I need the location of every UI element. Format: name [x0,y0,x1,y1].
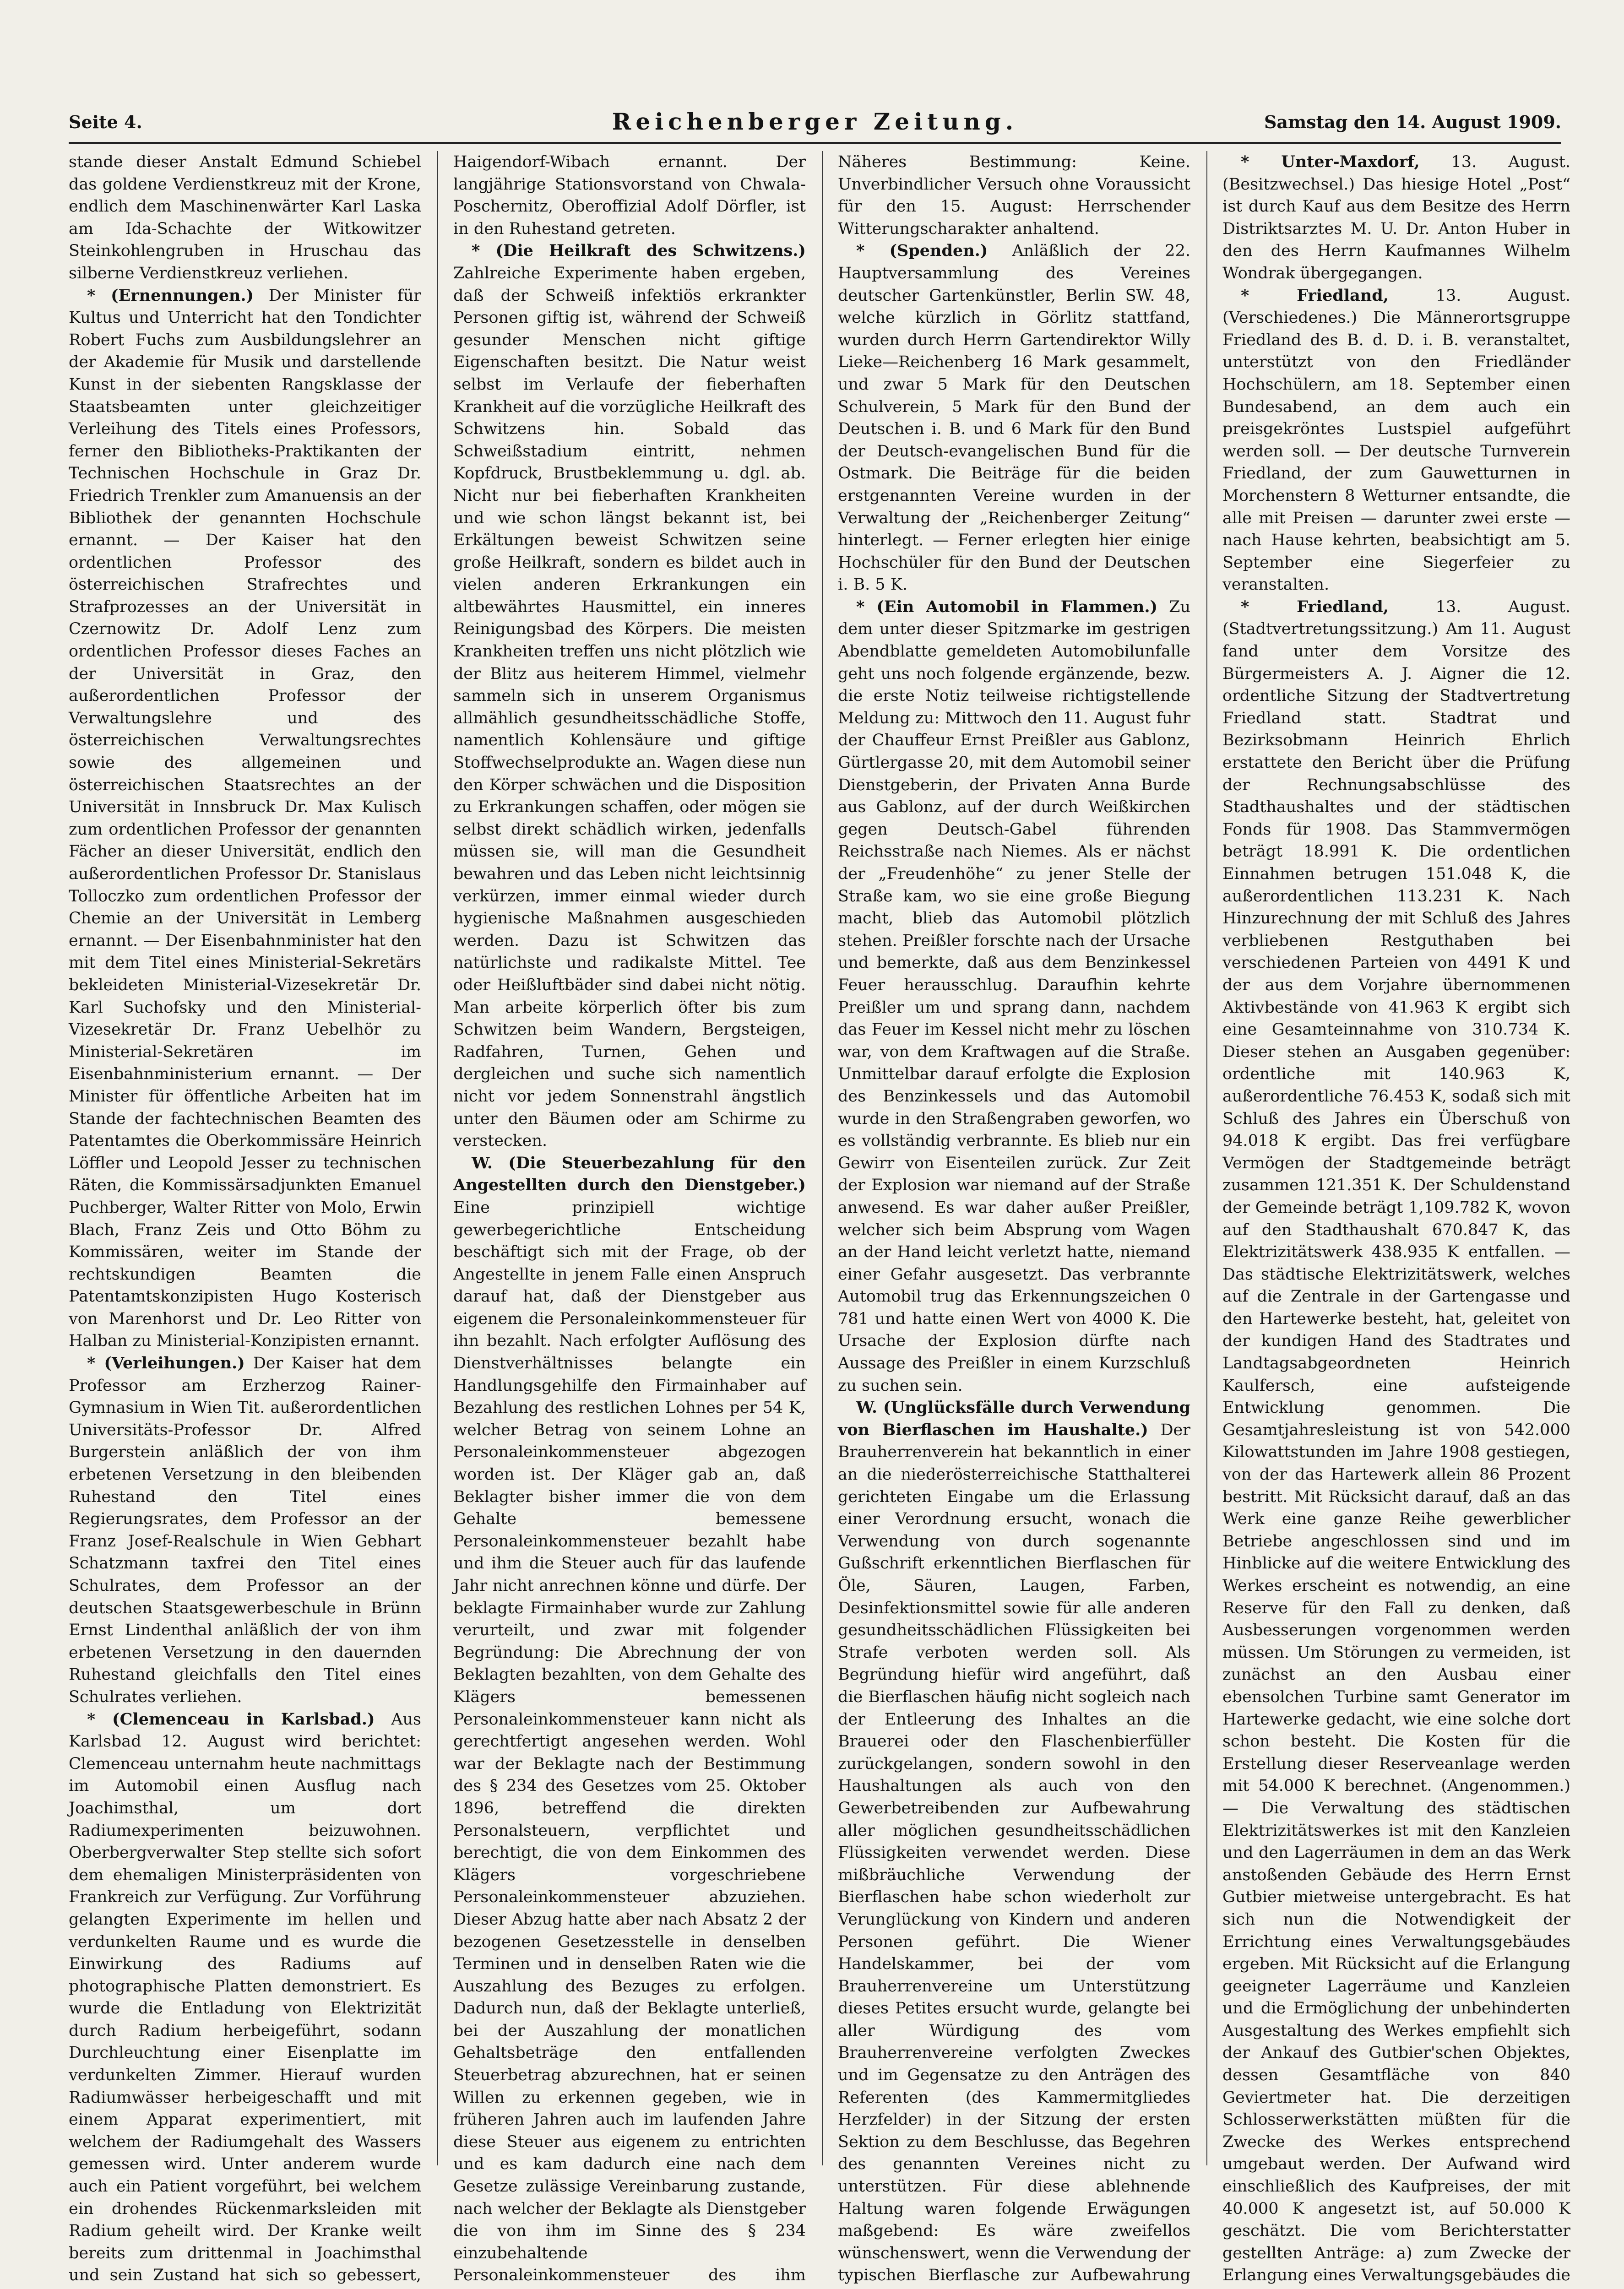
article-text: Der Kaiser hat dem Professor am Erzherzog Rainer-Gymnasium in Wien Tit. außerordentlichen Universitäts-Professor Dr. Alfred Burgerstein anläßlich der von ihm erbetenen Versetzung in den bleibenden Ruhestand den Titel eines Regierungsrates, dem Professor an der Franz Josef-Realschule in Wien Gebhart Schatzmann taxfrei den Titel eines Schulrates, dem Professor an der deutschen Staatsgewerbeschule in Brünn Ernst Lindenthal anläßlich der von ihm erbetenen Versetzung in den dauernden Ruhestand gleichfalls den Titel eines Schulrates verliehen. [69,1354,421,1706]
column-2 [453,151,806,2285]
article-heading: * Friedland, [1241,597,1389,616]
article-heading: * (Die Heilkraft des Schwitzens.) [472,241,806,260]
article-text: 13. August. (Besitzwechsel.) Das hiesige Hotel „Post“ ist durch Kauf aus dem Besitze des Herrn Distriktsarztes M. U. Dr. Anton Huber in den des Herrn Kaufmannes Wilhelm Wondrak übergegangen. [1222,153,1570,282]
column-divider [437,151,438,2165]
column-3 [838,151,1190,2285]
article-paragraph [1222,151,1570,285]
article-text: Zahlreiche Experimente haben ergeben, daß der Schweiß infektiös erkrankter Personen giftig ist, während der Schweiß gesunder Menschen nicht giftige Eigenschaften besitzt. Die Natur weist selbst im Verlaufe der fieberhaften Krankheit auf die vorzügliche Heilkraft des Schwitzens hin. Sobald das Schweißstadium eintritt, nehmen Kopfdruck, Brustbeklemmung u. dgl. ab. Nicht nur bei fieberhaften Krankheiten und wie schon längst bekannt ist, bei Erkältungen beweist Schwitzen seine große Heilkraft, sondern es bildet auch in vielen anderen Erkrankungen ein altbewährtes Hausmittel, ein inneres Reinigungsbad des Körpers. Die meisten Krankheiten treffen uns nicht plötzlich wie der Blitz aus heiterem Himmel, vielmehr sammeln sich in unserem Organismus allmählich gesundheitsschädliche Stoffe, namentlich Kohlensäure und giftige Stoffwechselprodukte an. Wagen diese nun den Körper schwächen und die Disposition zu Erkrankungen schaffen, oder mögen sie selbst direkt schädlich wirken, jedenfalls müssen sie, will man die Gesundheit bewahren und das Leben nicht leichtsinnig verkürzen, immer einmal wieder durch hygienische Maßnahmen ausgeschieden werden. Dazu ist Schwitzen das natürlichste und radikalste Mittel. Tee oder Heißluftbäder sind dabei nicht nötig. Man arbeite körperlich öfter bis zum Schwitzen beim Wandern, Bergsteigen, Radfahren, Turnen, Gehen und dergleichen und suche sich namentlich nicht vor jedem Sonnenstrahl ängstlich unter den Bäumen oder am Schirme zu verstecken. [453,264,806,1150]
article-heading: * (Ernennungen.) [87,286,254,305]
article-paragraph [838,596,1190,1397]
article-text: Anläßlich der 22. Hauptversammlung des Vereines deutscher Gartenkünstler, Berlin SW. 48, welche kürzlich in Görlitz stattfand, wurden durch Herrn Gartendirektor Willy Lieke—Reichenberg 16 Mark gesammelt, und zwar 5 Mark für den Deutschen Schulverein, 5 Mark für den Bund der Deutschen i. B. und 6 Mark für den Bund der Deutsch-evangelischen Bund für die Ostmark. Die Beiträge für die beiden erstgenannten Vereine wurden in der Verwaltung der „Reichenberger Zeitung“ hinterlegt. — Ferner erlegten hier einige Hochschüler für den Bund der Deutschen i. B. 5 K. [838,242,1190,594]
article-heading: * (Spenden.) [856,241,988,260]
article-paragraph [69,1709,421,2289]
article-paragraph [838,1397,1190,2289]
column-divider [822,151,823,2165]
article-text: stande dieser Anstalt Edmund Schiebel das goldene Verdienstkreuz mit der Krone, endlich dem Maschinenwärter Karl Laska am Ida-Schachte der Witkowitzer Steinkohlengruben in Hruschau das silberne Verdienstkreuz verliehen. [69,153,421,282]
article-heading: * (Verleihungen.) [87,1354,245,1373]
article-paragraph [1222,596,1570,2289]
article-heading: W. (Die Steuerbezahlung für den Angestellten durch den Dienstgeber.) [453,1153,806,1195]
article-paragraph [838,240,1190,596]
article-paragraph [453,1152,806,2289]
column-divider [1206,151,1207,2165]
article-paragraph [69,285,421,1353]
article-heading: * Unter-Maxdorf, [1241,152,1420,171]
page-number: Seite 4. [69,112,142,132]
article-heading: * (Ein Automobil in Flammen.) [856,597,1158,616]
article-text: Eine prinzipiell wichtige gewerbegerichtliche Entscheidung beschäftigt sich mit der Frage, ob der Angestellte in jenem Falle einen Anspruch darauf hat, daß der Dienstgeber aus eigenem die Personaleinkommensteuer für ihn bezahlt. Nach erfolgter Auflösung des Dienstverhältnisses belangte ein Handlungsgehilfe den Firmainhaber auf Bezahlung des restlichen Lohnes per 54 K, welcher Betrag von seinem Lohne an Personaleinkommensteuer abgezogen worden ist. Der Kläger gab an, daß Beklagter bisher immer die von dem Gehalte bemessene Personaleinkommensteuer bezahlt habe und ihm die Steuer auch für das laufende Jahr nicht anrechnen könne und dürfe. Der beklagte Firmainhaber wurde zur Zahlung verurteilt, und zwar mit folgender Begründung: Die Abrechnung der von Beklagten bezahlten, von dem Gehalte des Klägers bemessenen Personaleinkommensteuer kann nicht als gerechtfertigt angesehen werden. Wohl war der Beklagte nach der Bestimmung des § 234 des Gesetzes vom 25. Oktober 1896, betreffend die direkten Personalsteuern, verpflichtet und berechtigt, die von dem Einkommen des Klägers vorgeschriebene Personaleinkommensteuer abzuziehen. Dieser Abzug hatte aber nach Absatz 2 der bezogenen Gesetzesstelle in denselben Terminen und in denselben Raten wie die Auszahlung des Bezuges zu erfolgen. Dadurch nun, daß der Beklagte unterließ, bei der Auszahlung der monatlichen Gehaltsbeträge den entfallenden Steuerbetrag abzurechnen, hat er seinen Willen zu erkennen gegeben, wie in früheren Jahren auch im laufenden Jahre diese Steuer aus eigenem zu entrichten und es kam dadurch eine nach dem Gesetze zulässige Vereinbarung zustande, nach welcher der Beklagte als Dienstgeber die von ihm im Sinne des § 234 einzubehaltende Personaleinkommensteuer des ihm [453,1198,806,2285]
article-text: 13. August. (Verschiedenes.) Die Männerortsgruppe Friedland des B. d. D. i. B. veranstaltet, unterstützt von den Friedländer Hochschülern, am 18. September einen Bundesabend, an dem auch ein preisgekröntes Lustspiel aufgeführt werden soll. — Der deutsche Turnverein Friedland, der zum Gauwetturnen in Morchenstern 8 Wetturner entsandte, die alle mit Preisen — darunter zwei erste — nach Hause kehrten, beabsichtigt am 5. September eine Siegerfeier zu veranstalten. [1222,286,1570,594]
article-paragraph [838,151,1190,240]
article-text: 13. August. (Stadtvertretungssitzung.) Am 11. August fand unter dem Vorsitze des Bürgermeisters A. J. Aigner die 12. ordentliche Sitzung der Stadtvertretung Friedland statt. Stadtrat und Bezirksobmann Heinrich Ehrlich erstattete den Bericht über die Prüfung der Rechnungsabschlüsse des Stadthaushaltes und der städtischen Fonds für 1908. Das Stammvermögen beträgt 18.991 K. Die ordentlichen Einnahmen betrugen 151.048 K, die außerordentlichen 113.231 K. Nach Hinzurechnung der mit Schluß des Jahres verbliebenen Restguthaben bei verschiedenen Parteien von 4491 K und der aus dem Vorjahre übernommenen Aktivbestände von 41.963 K ergibt sich eine Gesamteinnahme von 310.734 K. Dieser stehen an Ausgaben gegenüber: ordentliche mit 140.963 K, außerordentliche 76.453 K, sodaß sich mit Schluß des Jahres ein Überschuß von 94.018 K ergibt. Das frei verfügbare Vermögen der Stadtgemeinde beträgt zusammen 121.351 K. Der Schuldenstand der Gemeinde beträgt 1,109.782 K, wovon auf den Stadthaushalt 670.847 K, das Elektrizitätswerk 438.935 K entfallen. — Das städtische Elektrizitätswerk, welches auf die Zentrale in der Gartengasse und den Hartewerke besteht, hat, geleitet von der kundigen Hand des Stadtrates und Landtagsabgeordneten Heinrich Kaulfersch, eine aufsteigende Entwicklung genommen. Die Gesamtjahresleistung ist von 542.000 Kilowattstunden im Jahre 1908 gestiegen, von der das Hartewerk allein 86 Prozent bestritt. Mit Rücksicht darauf, daß an das Werk eine ganze Reihe gewerblicher Betriebe angeschlossen sind und im Hinblicke auf die weitere Entwicklung des Werkes erscheint es notwendig, an eine Reserve für den Fall zu denken, daß Ausbesserungen vorgenommen werden müssen. Um Störungen zu vermeiden, ist zunächst an den Ausbau einer ebensolchen Turbine samt Generator im Hartewerke gedacht, wie eine solche dort schon besteht. Die Kosten für die Erstellung dieser Reserveanlage werden mit 54.000 K berechnet. (Angenommen.) — Die Verwaltung des städtischen Elektrizitätswerkes ist mit den Kanzleien und den Lagerräumen in dem an das Werk anstoßenden Gebäude des Herrn Ernst Gutbier mietweise untergebracht. Es hat sich nun die Notwendigkeit der Errichtung eines Verwaltungsgebäudes ergeben. Mit Rücksicht auf die Erlangung geeigneter Lagerräume und Kanzleien und die Ermöglichung der unbehinderten Ausgestaltung des Werkes empfiehlt sich der Ankauf des Gutbier'schen Objektes, dessen Gesamtfläche von 840 Geviertmeter hat. Die derzeitigen Schlosserwerkstätten müßten für die Zwecke des Werkes entsprechend umgebaut werden. Der Aufwand wird einschließlich des Kaufpreises, der mit 40.000 K angesetzt ist, auf 50.000 K geschätzt. Die vom Berichterstatter gestellten Anträge: a) zum Zwecke der Erlangung eines Verwaltungsgebäudes die [1222,597,1570,2285]
article-paragraph [69,151,421,285]
page-header [69,110,1561,144]
article-paragraph [1222,285,1570,596]
article-heading: * (Clemenceau in Karlsbad.) [87,1709,375,1729]
masthead-title: Reichenberger Zeitung. [612,108,1018,135]
article-paragraph [453,151,806,240]
article-heading: W. (Unglücksfälle durch Verwendung von Bierflaschen im Haushalte.) [838,1398,1190,1439]
article-text: Näheres Bestimmung: Keine. Unverbindlicher Versuch ohne Voraussicht für den 15. August: Herrschender Witterungscharakter anhaltend. [838,153,1190,238]
article-text: Der Brauherrenverein hat bekanntlich in einer an die niederösterreichische Statthalterei gerichteten Eingabe um die Erlassung einer Verordnung ersucht, wonach die Verwendung von durch sogenannte Gußschrift erkenntlichen Bierflaschen für Öle, Säuren, Laugen, Farben, Desinfektionsmittel sowie für alle anderen gesundheitsschädlichen Flüssigkeiten bei Strafe verboten werden soll. Als Begründung hiefür wird angeführt, daß die Bierflaschen häufig nicht sogleich nach der Entleerung des Inhaltes an die Brauerei oder den Flaschenbierfüller zurückgelangen, sondern sowohl in den Haushaltungen als auch von den Gewerbetreibenden zur Aufbewahrung aller möglichen gesundheitsschädlichen Flüssigkeiten verwendet werden. Diese mißbräuchliche Verwendung der Bierflaschen habe schon wiederholt zur Verunglückung von Kindern und anderen Personen geführt. Die Wiener Handelskammer, bei der vom Brauherrenvereine um Unterstützung dieses Petites ersucht wurde, gelangte bei aller Würdigung des vom Brauherrenvereine verfolgten Zweckes und im Gegensatze zu den Anträgen des Referenten (des Kammermitgliedes Herzfelder) in der Sitzung der ersten Sektion zu dem Beschlusse, das Begehren des genannten Vereines nicht zu unterstützen. Für diese ablehnende Haltung waren folgende Erwägungen maßgebend: Es wäre zweifellos wünschenswert, wenn die Verwendung der typischen Bierflasche zur Aufbewahrung [838,1421,1190,2285]
article-paragraph [453,240,806,1152]
column-4 [1222,151,1570,2285]
article-paragraph [69,1352,421,1709]
article-text: Haigendorf-Wibach ernannt. Der langjährige Stationsvorstand von Chwala-Poschernitz, Oberoffizial Adolf Dörfler, ist in den Ruhestand getreten. [453,153,806,238]
article-text: Aus Karlsbad 12. August wird berichtet: Clemenceau unternahm heute nachmittags im Automobil einen Ausflug nach Joachimsthal, um dort Radiumexperimenten beizuwohnen. Oberbergverwalter Step stellte sich sofort dem ehemaligen Ministerpräsidenten von Frankreich zur Verfügung. Zur Vorführung gelangten Experimente im hellen und verdunkelten Raume und es wurde die Einwirkung des Radiums auf photographische Platten demonstriert. Es wurde die Entladung von Elektrizität durch Radium herbeigeführt, sodann Durchleuchtung einer Eisenplatte im verdunkelten Zimmer. Hierauf wurden Radiumwässer herbeigeschafft und mit einem Apparat experimentiert, mit welchem der Radiumgehalt des Wassers gemessen wird. Unter anderem wurde auch ein Patient vorgeführt, bei welchem ein drohendes Rückenmarksleiden mit Radium geheilt wird. Der Kranke weilt bereits zum drittenmal in Joachimsthal und sein Zustand hat sich so gebessert, [69,1710,421,2285]
article-heading: * Friedland, [1241,286,1389,305]
article-text: Der Minister für Kultus und Unterricht hat den Tondichter Robert Fuchs zum Ausbildungslehrer an der Akademie für Musik und darstellende Kunst in der siebenten Rangsklasse der Staatsbeamten unter gleichzeitiger Verleihung des Titels eines Professors, ferner den Bibliotheks-Praktikanten der Technischen Hochschule in Graz Dr. Friedrich Trenkler zum Amanuensis an der Bibliothek der genannten Hochschule ernannt. — Der Kaiser hat den ordentlichen Professor des österreichischen Strafrechtes und Strafprozesses an der Universität in Czernowitz Dr. Adolf Lenz zum ordentlichen Professor dieses Faches an der Universität in Graz, den außerordentlichen Professor der Verwaltungslehre und des österreichischen Verwaltungsrechtes sowie des allgemeinen und österreichischen Staatsrechtes an der Universität in Innsbruck Dr. Max Kulisch zum ordentlichen Professor der genannten Fächer an dieser Universität, endlich den außerordentlichen Professor Dr. Stanislaus Tolloczko zum ordentlichen Professor der Chemie an der Universität in Lemberg ernannt. — Der Eisenbahnminister hat den mit dem Titel eines Ministerial-Sekretärs bekleideten Ministerial-Vizesekretär Dr. Karl Suchofsky und den Ministerial-Vizesekretär Dr. Franz Uebelhör zu Ministerial-Sekretären im Eisenbahnministerium ernannt. — Der Minister für öffentliche Arbeiten hat im Stande der fachtechnischen Beamten des Patentamtes die Oberkommissäre Heinrich Löffler und Leopold Jesser zu technischen Räten, die Kommissärsadjunkten Emanuel Puchberger, Walter Ritter von Molo, Erwin Blach, Franz Zeis und Otto Böhm zu Kommissären, weiter im Stande der rechtskundigen Beamten die Patentamtskonzipisten Hugo Kosterisch von Marenhorst und Dr. Leo Ritter von Halban zu Ministerial-Konzipisten ernannt. [69,286,421,1351]
article-text: Zu dem unter dieser Spitzmarke im gestrigen Abendblatte gemeldeten Automobilunfalle geht uns noch folgende ergänzende, bezw. die erste Notiz teilweise richtigstellende Meldung zu: Mittwoch den 11. August fuhr der Chauffeur Ernst Preißler aus Gablonz, Gürtlergasse 20, mit dem Automobil seiner Dienstgeberin, der Privaten Anna Burde aus Gablonz, auf der durch Weißkirchen gegen Deutsch-Gabel führenden Reichsstraße nach Niemes. Als er nächst der „Freudenhöhe“ zu jener Stelle der Straße kam, wo sie eine große Biegung macht, blieb das Automobil plötzlich stehen. Preißler forschte nach der Ursache und bemerkte, daß aus dem Benzinkessel Feuer herausschlug. Daraufhin kehrte Preißler um und sprang dann, nachdem das Feuer im Kessel nicht mehr zu löschen war, von dem Kraftwagen auf die Straße. Unmittelbar darauf erfolgte die Explosion des Benzinkessels und das Automobil wurde in den Straßengraben geworfen, wo es vollständig verbrannte. Es blieb nur ein Gewirr von Eisenteilen zurück. Zur Zeit der Explosion war niemand auf der Straße anwesend. Es war daher außer Preißler, welcher sich beim Absprung vom Wagen an der Hand leicht verletzt hatte, niemand einer Gefahr ausgesetzt. Das verbrannte Automobil trug das Erkennungszeichen 0 781 und hatte einen Wert von 4000 K. Die Ursache der Explosion dürfte nach Aussage des Preißler in einem Kurzschluß zu suchen sein. [838,597,1190,1395]
issue-date: Samstag den 14. August 1909. [1264,112,1561,132]
column-1 [69,151,421,2285]
